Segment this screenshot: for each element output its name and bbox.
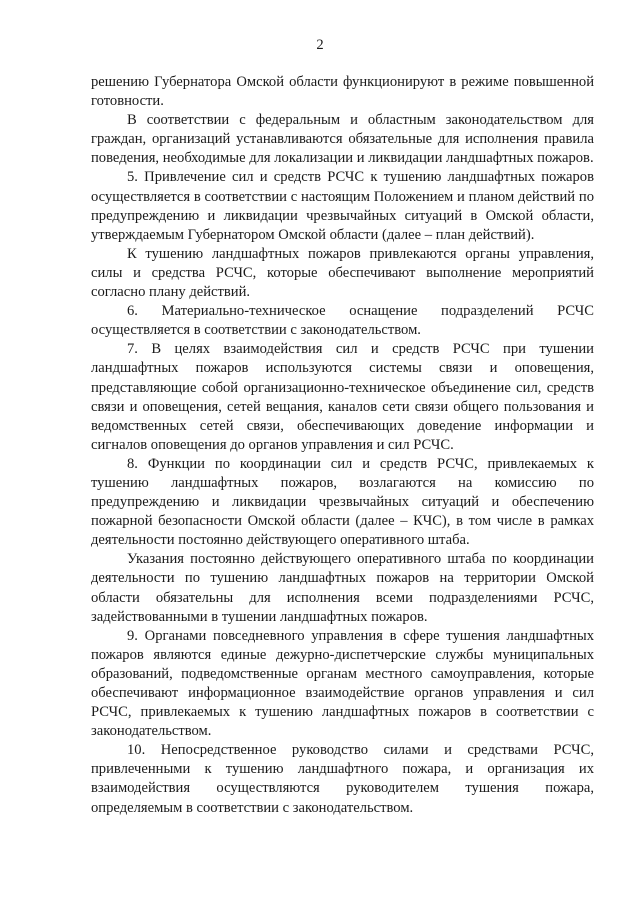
paragraph: 6. Материально-техническое оснащение подразделений РСЧС осуществляется в соответствии с законодательством. (91, 303, 594, 339)
paragraph: решению Губернатора Омской области функционируют в режиме повышенной готовности. (91, 74, 594, 110)
paragraph: В соответствии с федеральным и областным законодательством для граждан, организаций устанавливаются обязательные для исполнения правила поведения, необходимые для локализации и ликвидации ландшафтных пожаров. (91, 112, 594, 167)
paragraph: 9. Органами повседневного управления в сфере тушения ландшафтных пожаров являются единые дежурно-диспетчерские службы муниципальных образований, подведомственные органам местного самоуправления, которые обеспечивают информационное взаимодействие органов управления и сил РСЧС, привлекаемых к тушению ландшафтных пожаров в соответствии с законодательством. (91, 627, 594, 740)
paragraph: 5. Привлечение сил и средств РСЧС к тушению ландшафтных пожаров осуществляется в соответствии с настоящим Положением и планом действий по предупреждению и ликвидации чрезвычайных ситуаций в Омской области, утверждаемым Губернатором Омской области (далее – план действий). (91, 169, 594, 243)
paragraph: К тушению ландшафтных пожаров привлекаются органы управления, силы и средства РСЧС, которые обеспечивают выполнение мероприятий согласно плану действий. (91, 245, 594, 301)
paragraph: 10. Непосредственное руководство силами и средствами РСЧС, привлеченными к тушению ландшафтного пожара, и организация их взаимодействия осуществляются руководителем тушения пожара, определяемым в соответствии с законодательством. (91, 742, 594, 816)
paragraph: Указания постоянно действующего оперативного штаба по координации деятельности по тушению ландшафтных пожаров на территории Омской области обязательны для исполнения всеми подразделениями РСЧС, задействованными в тушении ландшафтных пожаров. (91, 551, 594, 625)
page-number: 2 (316, 37, 324, 53)
paragraph: 8. Функции по координации сил и средств РСЧС, привлекаемых к тушению ландшафтных пожаров, возлагаются на комиссию по предупреждению и ликвидации чрезвычайных ситуаций и обеспечению пожарной безопасности Омской области (далее – КЧС), в том числе в рамках деятельности постоянно действующего оперативного штаба. (91, 455, 594, 549)
paragraph: 7. В целях взаимодействия сил и средств РСЧС при тушении ландшафтных пожаров используются системы связи и оповещения, представляющие собой организационно-техническое объединение сил, средств связи и оповещения, сетей вещания, каналов сети связи общего пользования и ведомственных сетей связи, обеспечивающих доведение информации и сигналов оповещения до органов управления и сил РСЧС. (91, 341, 594, 453)
document-body (91, 73, 594, 818)
